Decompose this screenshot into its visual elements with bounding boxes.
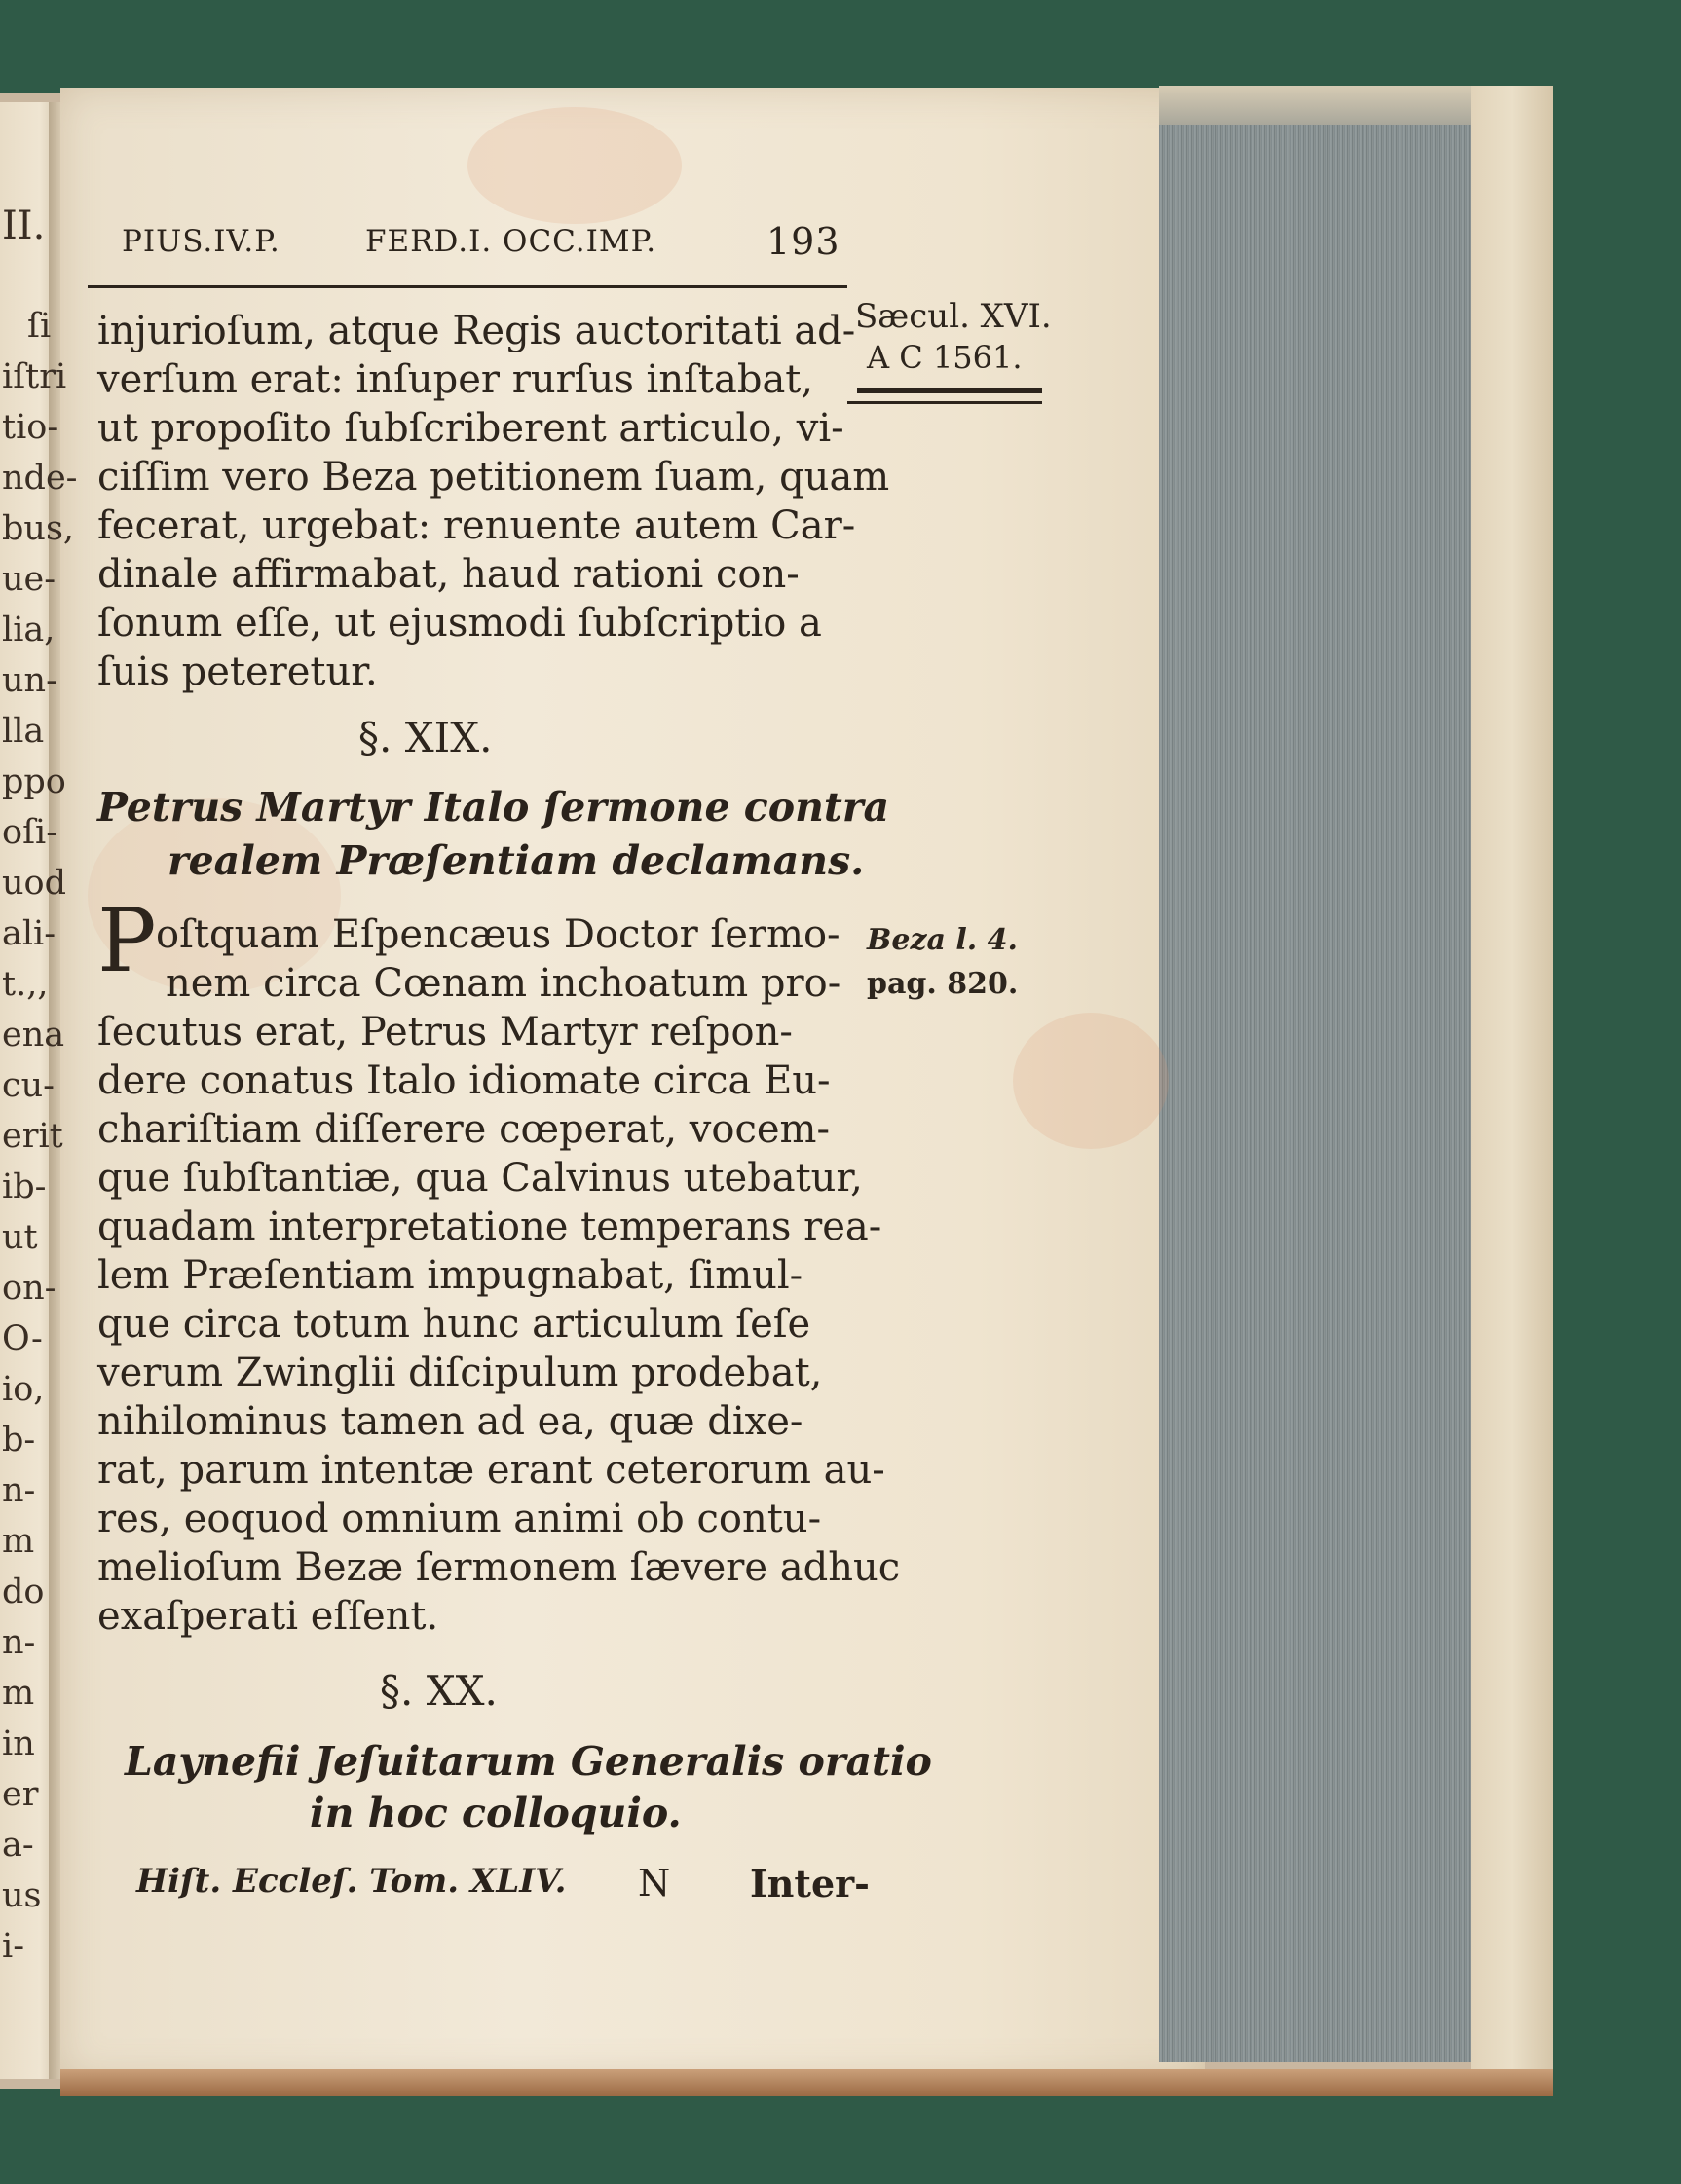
text-line: ſonum eſſe, ut ejusmodi ſubſcriptio a bbox=[97, 601, 822, 646]
cover-bottom-edge bbox=[60, 2069, 1553, 2096]
text-line: ſecutus erat, Petrus Martyr reſpon- bbox=[97, 1010, 793, 1055]
running-head-middle: FERD.I. OCC.IMP. bbox=[365, 224, 657, 259]
text-line: nihilominus tamen ad ea, quæ dixe- bbox=[97, 1399, 803, 1444]
left-fragment: b- bbox=[2, 1421, 36, 1460]
text-line: exaſperati eſſent. bbox=[97, 1594, 439, 1639]
head-rule bbox=[88, 285, 847, 288]
section-number: §. XIX. bbox=[358, 714, 493, 761]
running-head-left: PIUS.IV.P. bbox=[122, 224, 280, 259]
text-line: que circa totum hunc articulum ſeſe bbox=[97, 1302, 811, 1347]
left-fragment: on- bbox=[2, 1269, 56, 1308]
left-fragment: er bbox=[2, 1775, 39, 1814]
section-title: in hoc colloquio. bbox=[310, 1790, 682, 1836]
text-line: lem Præſentiam impugnabat, ſimul- bbox=[97, 1253, 803, 1298]
running-head bbox=[122, 220, 842, 263]
stain bbox=[1013, 1013, 1169, 1149]
left-fragment: io, bbox=[2, 1370, 45, 1409]
text-line: melioſum Bezæ ſermonem ſævere adhuc bbox=[97, 1545, 901, 1590]
left-fragment: ſi bbox=[27, 307, 52, 346]
left-fragment: nde- bbox=[2, 459, 78, 498]
text-line: ciſſim vero Beza petitionem ſuam, quam bbox=[97, 455, 890, 500]
left-fragment: uod bbox=[2, 864, 67, 903]
text-line: res, eoquod omnium animi ob contu- bbox=[97, 1497, 822, 1541]
left-fragment: oſi- bbox=[2, 813, 58, 852]
left-fragment: ut bbox=[2, 1218, 38, 1257]
margin-century: Sæcul. XVI. bbox=[855, 297, 1052, 336]
margin-rule bbox=[857, 388, 1042, 393]
left-fragment: lla bbox=[2, 712, 45, 751]
text-line: quadam interpretatione temperans rea- bbox=[97, 1204, 882, 1249]
left-fragment: O- bbox=[2, 1319, 43, 1358]
text-line: dere conatus Italo idiomate circa Eu- bbox=[97, 1058, 831, 1103]
text-line: fecerat, urgebat: renuente autem Car- bbox=[97, 503, 856, 548]
text-line: chariſtiam diſſerere cœperat, vocem- bbox=[97, 1107, 830, 1152]
margin-rule bbox=[847, 401, 1042, 404]
left-fragment: iſtri bbox=[2, 357, 67, 396]
catchword: Inter- bbox=[750, 1862, 870, 1906]
text-line: injurioſum, atque Regis auctoritati ad- bbox=[97, 309, 856, 353]
left-fragment: in bbox=[2, 1724, 35, 1763]
margin-reference: pag. 820. bbox=[867, 967, 1019, 1001]
left-fragment: n- bbox=[2, 1471, 36, 1510]
left-fragment: i- bbox=[2, 1927, 25, 1966]
page-edges bbox=[1159, 86, 1473, 2062]
left-fragment: m bbox=[2, 1674, 35, 1713]
signature-mark: N bbox=[638, 1862, 671, 1905]
back-cover bbox=[1471, 86, 1553, 2072]
margin-reference: Beza l. 4. bbox=[867, 923, 1018, 957]
text-line: que ſubſtantiæ, qua Calvinus utebatur, bbox=[97, 1156, 863, 1201]
left-fragment: ali- bbox=[2, 914, 56, 953]
text-line: nem circa Cœnam inchoatum pro- bbox=[166, 961, 841, 1006]
left-fragment: tio- bbox=[2, 408, 59, 447]
text-line: ut propoſito ſubſcriberent articulo, vi- bbox=[97, 406, 844, 451]
margin-year: A C 1561. bbox=[867, 339, 1023, 376]
section-title: realem Præſentiam declamans. bbox=[168, 837, 865, 884]
left-fragment: ib- bbox=[2, 1167, 47, 1206]
left-fragment: m bbox=[2, 1522, 35, 1561]
text-line: dinale affirmabat, haud rationi con- bbox=[97, 552, 800, 597]
left-fragment: II. bbox=[2, 204, 46, 248]
section-number: §. XX. bbox=[380, 1667, 498, 1715]
left-fragment: ppo bbox=[2, 762, 66, 801]
text-line: verſum erat: inſuper rurſus inſtabat, bbox=[97, 357, 814, 402]
left-fragment: ue- bbox=[2, 560, 56, 599]
left-fragment: lia, bbox=[2, 611, 56, 649]
drop-cap: P bbox=[97, 890, 157, 992]
left-fragment: do bbox=[2, 1573, 45, 1611]
stain bbox=[467, 107, 682, 224]
left-fragment: erit bbox=[2, 1117, 63, 1156]
left-fragment: us bbox=[2, 1876, 42, 1915]
page-number: 193 bbox=[766, 220, 840, 263]
text-line: verum Zwinglii diſcipulum prodebat, bbox=[97, 1351, 823, 1395]
left-fragment: a- bbox=[2, 1826, 34, 1865]
left-fragment: bus, bbox=[2, 509, 75, 548]
left-fragment: n- bbox=[2, 1623, 36, 1662]
left-fragment: ena bbox=[2, 1016, 65, 1055]
section-title: Laynefii Jeſuitarum Generalis oratio bbox=[125, 1738, 932, 1785]
signature-line: Hiſt. Eccleſ. Tom. XLIV. bbox=[136, 1862, 567, 1901]
text-line: oſtquam Eſpencæus Doctor ſermo- bbox=[156, 912, 840, 957]
page-edges-top bbox=[1159, 86, 1473, 125]
left-fragment: cu- bbox=[2, 1066, 55, 1105]
text-line: rat, parum intentæ erant ceterorum au- bbox=[97, 1448, 885, 1493]
left-fragment: t.,, bbox=[2, 965, 49, 1004]
text-line: ſuis peteretur. bbox=[97, 649, 378, 694]
section-title: Petrus Martyr Italo ſermone contra bbox=[97, 784, 890, 831]
left-fragment: un- bbox=[2, 661, 57, 700]
